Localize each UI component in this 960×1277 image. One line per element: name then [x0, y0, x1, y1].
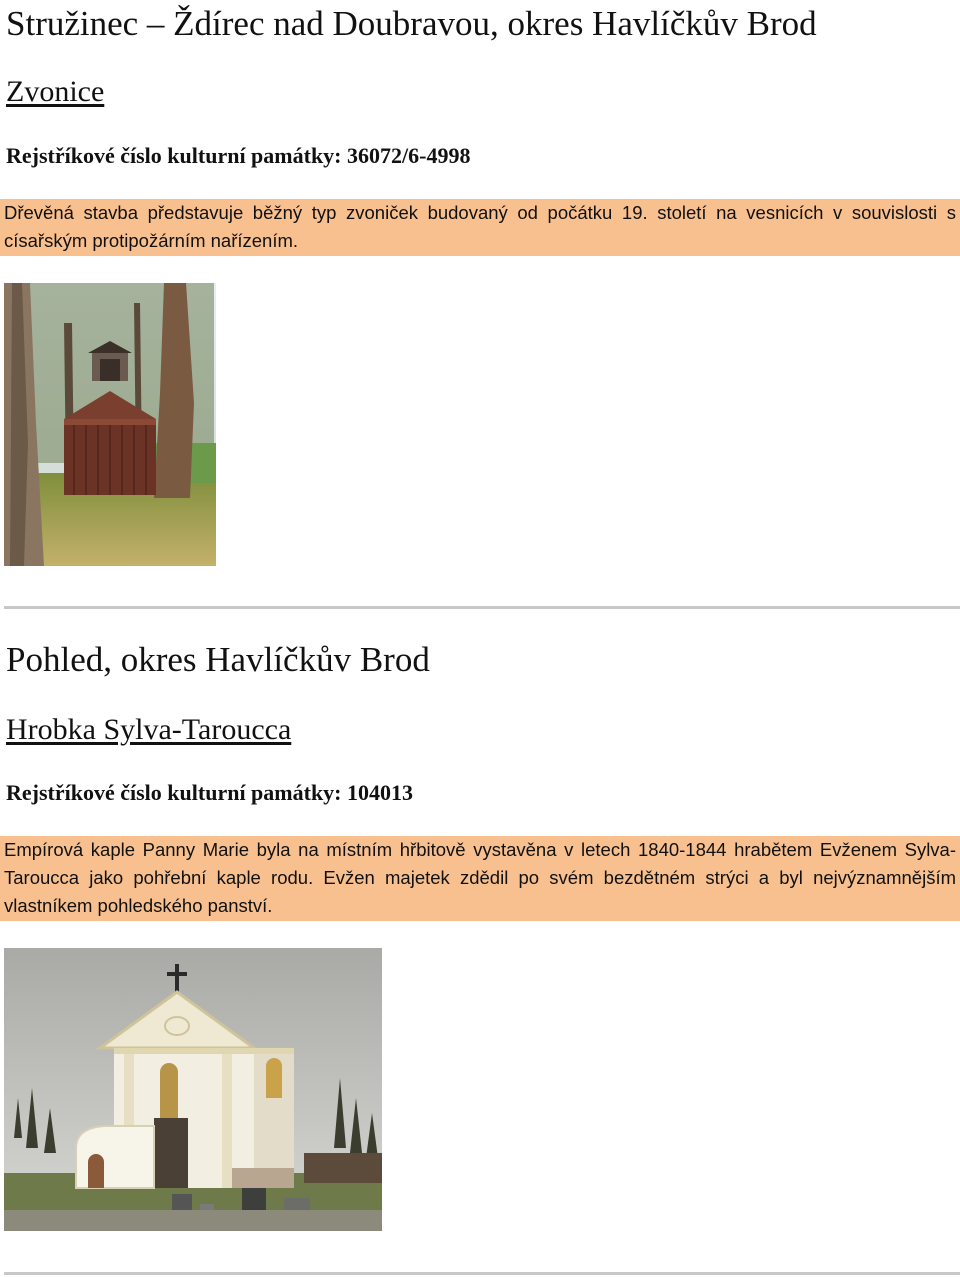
description-text: Dřevěná stavba představuje běžný typ zvoniček budovaný od počátku 19. století na vesnicích v souvislosti s císařským protipožárním nařízením. — [4, 202, 956, 251]
monument-title: Hrobka Sylva-Taroucca — [6, 713, 292, 746]
location-heading: Stružinec – Ždírec nad Doubravou, okres Havlíčkův Brod — [6, 4, 817, 43]
description-box — [0, 836, 960, 921]
section-divider — [4, 606, 960, 609]
registry-number: Rejstříkové číslo kulturní památky: 36072/6-4998 — [6, 143, 471, 168]
monument-title: Zvonice — [6, 75, 105, 108]
bell-tower-photo — [4, 283, 216, 566]
registry-number: Rejstříkové číslo kulturní památky: 104013 — [6, 780, 413, 805]
chapel-photo — [4, 948, 382, 1231]
description-box — [0, 199, 960, 256]
description-text: Empírová kaple Panny Marie byla na místním hřbitově vystavěna v letech 1840-1844 hrabětem Evženem Sylva-Taroucca jako pohřební kaple rodu. Evžen majetek zdědil po svém bezdětném strýci a byl nejvýznamnějším vlastníkem pohledského panství. — [4, 839, 956, 916]
location-heading: Pohled, okres Havlíčkův Brod — [6, 640, 430, 679]
section-divider — [4, 1272, 960, 1275]
